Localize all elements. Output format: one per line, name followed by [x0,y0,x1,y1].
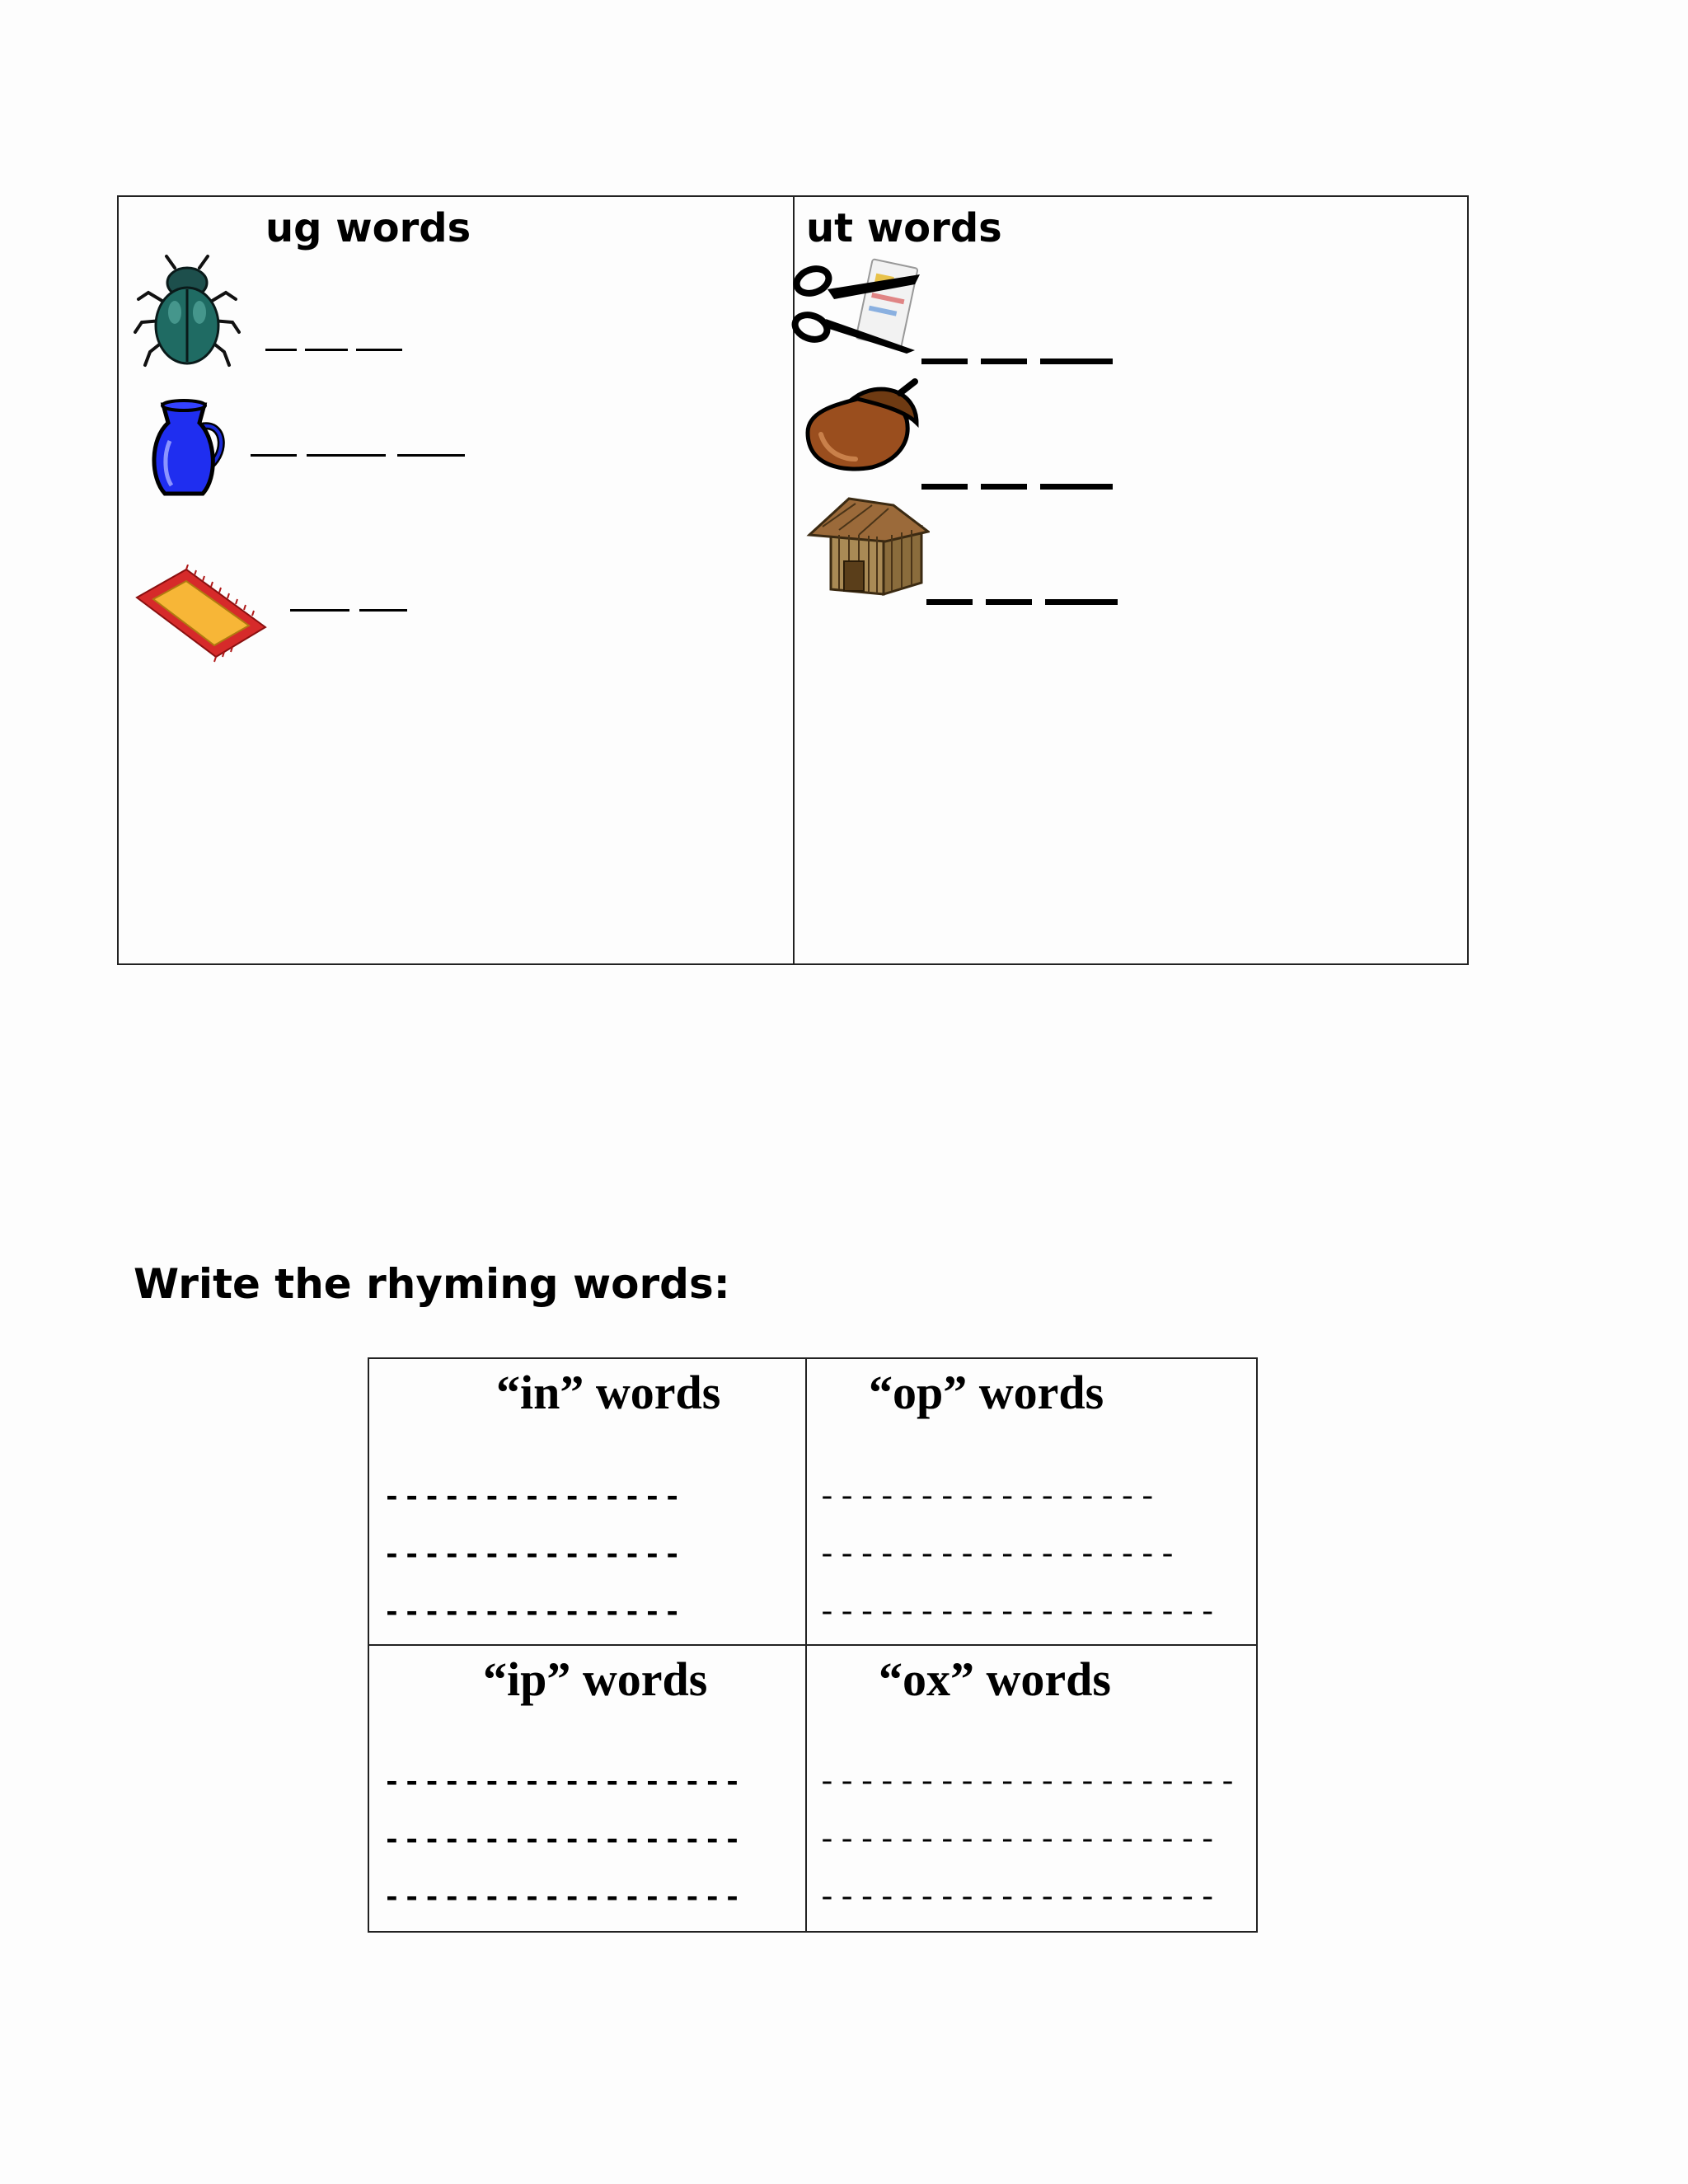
scissors-icon [791,258,923,355]
answer-blank[interactable] [356,349,402,351]
answer-blank[interactable] [981,484,1027,490]
row-divider [369,1644,1256,1646]
beetle-icon [134,253,241,368]
answer-blank[interactable] [986,599,1032,605]
answer-line[interactable]: -------------------- [818,1596,1219,1631]
answer-line[interactable]: -------------------- [818,1823,1219,1858]
answer-line[interactable]: ----------------- [818,1480,1159,1516]
answer-blank[interactable] [305,349,348,351]
answer-line[interactable]: --------------------- [818,1765,1239,1801]
answer-blank[interactable] [1040,359,1113,364]
answer-blank[interactable] [926,599,973,605]
rhyming-words-table [368,1357,1258,1933]
acorn-icon [803,375,923,474]
answer-line[interactable]: --------------- [382,1480,683,1516]
answer-line[interactable]: ------------------ [382,1881,743,1916]
answer-line[interactable]: ------------------ [818,1538,1179,1573]
answer-line[interactable]: ------------------ [382,1765,743,1801]
in-words-heading: “in” words [496,1366,721,1419]
answer-blank[interactable] [921,484,968,490]
answer-blank[interactable] [1040,484,1113,490]
answer-blank[interactable] [397,454,465,457]
word-family-table [117,195,1469,965]
answer-blank[interactable] [251,454,297,457]
jug-icon [145,398,227,500]
answer-blank[interactable] [265,349,297,351]
rhyming-words-heading: Write the rhyming words: [134,1260,730,1308]
ip-words-heading: “ip” words [483,1652,708,1706]
answer-blank[interactable] [981,359,1027,364]
answer-blank[interactable] [290,609,349,612]
op-words-heading: “op” words [869,1366,1104,1419]
answer-line[interactable]: --------------- [382,1538,683,1573]
answer-blank[interactable] [307,454,386,457]
ut-words-heading: ut words [806,205,1002,251]
answer-blank[interactable] [921,359,968,364]
answer-blank[interactable] [359,609,407,612]
ox-words-heading: “ox” words [879,1652,1111,1706]
answer-line[interactable]: --------------- [382,1596,683,1631]
answer-line[interactable]: ------------------ [382,1823,743,1858]
answer-line[interactable]: -------------------- [818,1881,1219,1916]
hut-icon [806,494,930,598]
ug-words-heading: ug words [265,205,471,251]
rug-icon [134,565,272,663]
answer-blank[interactable] [1045,599,1118,605]
